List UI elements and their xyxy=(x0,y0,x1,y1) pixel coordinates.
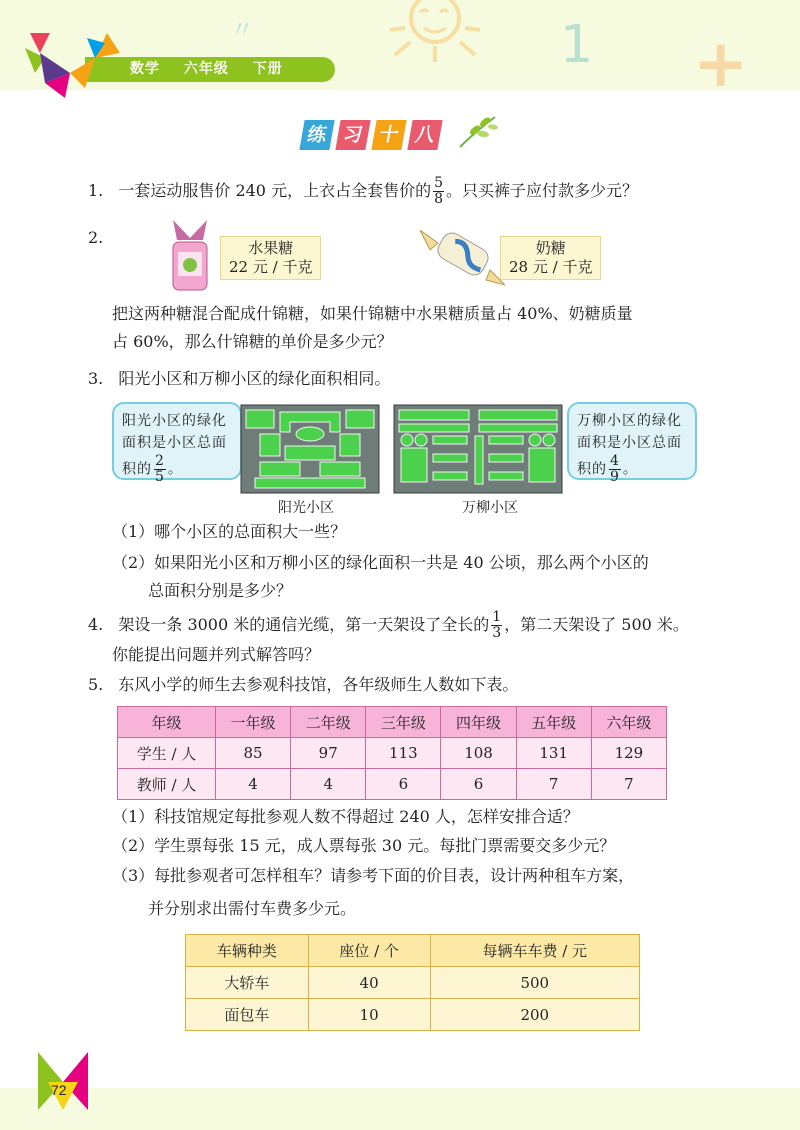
table-header-cell: 一年级 xyxy=(215,707,290,738)
map-label: 阳光小区 xyxy=(278,500,334,516)
sub-question: （2）如果阳光小区和万柳小区的绿化面积一共是 40 公顷，那么两个小区的 xyxy=(112,553,649,572)
bubble-text: 。 xyxy=(167,461,183,478)
table-row xyxy=(186,967,640,999)
question-text: 架设一条 3000 米的通信光缆，第一天架设了全长的 xyxy=(118,615,490,634)
fraction xyxy=(491,610,502,641)
question-4 xyxy=(88,610,689,641)
table-cell: 4 xyxy=(291,769,366,800)
fraction-numerator: 1 xyxy=(492,609,502,625)
table-cell: 500 xyxy=(430,967,639,999)
title-char: 练 xyxy=(299,120,334,150)
table-header-cell: 座位 / 个 xyxy=(308,935,430,967)
title-char: 八 xyxy=(407,120,442,150)
sun-decoration-icon xyxy=(380,0,490,70)
bubble-text: 。 xyxy=(622,461,638,478)
question-1 xyxy=(88,176,638,207)
book-header xyxy=(85,57,335,82)
milk-candy-icon xyxy=(420,225,505,290)
table-cell: 学生 / 人 xyxy=(118,738,216,769)
table-cell: 大轿车 xyxy=(186,967,309,999)
table-cell: 97 xyxy=(291,738,366,769)
candy-price: 28 元 / 千克 xyxy=(509,258,593,276)
question-number: 4. xyxy=(88,615,104,634)
question-text: 把这两种糖混合配成什锦糖，如果什锦糖中水果糖质量占 40%、奶糖质量 xyxy=(112,304,633,323)
table-cell: 面包车 xyxy=(186,999,309,1031)
table-row xyxy=(118,769,667,800)
footer-band xyxy=(0,1088,800,1130)
question-text: 。只买裤子应付款多少元？ xyxy=(446,181,639,200)
table-cell: 108 xyxy=(441,738,516,769)
map-label: 万柳小区 xyxy=(462,500,518,516)
sub-question: （3）每批参观者可怎样租车？请参考下面的价目表，设计两种租车方案， xyxy=(112,866,635,885)
question-text: ，第二天架设了 500 米。 xyxy=(504,615,689,634)
table-header-cell: 五年级 xyxy=(516,707,591,738)
table-header-cell: 四年级 xyxy=(441,707,516,738)
yangguang-info-bubble xyxy=(112,402,242,485)
grade-table xyxy=(117,706,667,800)
fraction-numerator: 2 xyxy=(155,453,165,469)
table-cell: 4 xyxy=(215,769,290,800)
wanliu-info-bubble xyxy=(567,402,697,485)
sub-question: 总面积分别是多少？ xyxy=(148,581,293,600)
fraction-numerator: 4 xyxy=(610,453,620,469)
table-header-cell: 三年级 xyxy=(366,707,441,738)
table-cell: 6 xyxy=(441,769,516,800)
question-text: 你能提出问题并列式解答吗？ xyxy=(112,645,321,664)
fraction-denominator: 3 xyxy=(492,625,502,641)
wanliu-map xyxy=(393,404,563,494)
fraction-numerator: 5 xyxy=(434,175,443,191)
sub-question: （1）科技馆规定每批参观人数不得超过 240 人，怎样安排合适？ xyxy=(112,807,579,826)
table-cell: 131 xyxy=(516,738,591,769)
question-number: 1. xyxy=(88,181,104,200)
fraction xyxy=(433,176,444,207)
question-number: 5. xyxy=(88,675,104,694)
fraction xyxy=(609,454,621,485)
table-cell: 129 xyxy=(591,738,666,769)
fruit-candy-bag-icon xyxy=(165,220,215,292)
subject-label: 数学 xyxy=(130,61,160,77)
table-cell: 40 xyxy=(308,967,430,999)
table-header-cell: 每辆车车费 / 元 xyxy=(430,935,639,967)
sub-question: （1）哪个小区的总面积大一些？ xyxy=(112,522,347,541)
milk-candy-price-card xyxy=(500,236,601,280)
sub-question: （2）学生票每张 15 元，成人票每张 30 元。每批门票需要交多少元？ xyxy=(112,836,616,855)
fraction-denominator: 5 xyxy=(155,469,165,485)
table-header-cell: 六年级 xyxy=(591,707,666,738)
price-table xyxy=(185,934,640,1031)
plus-decoration-icon: + xyxy=(693,25,749,102)
table-cell: 85 xyxy=(215,738,290,769)
title-char: 十 xyxy=(371,120,406,150)
table-row xyxy=(186,999,640,1031)
question-number: 2. xyxy=(88,228,104,247)
page-number: 72 xyxy=(51,1082,67,1098)
candy-price: 22 元 / 千克 xyxy=(229,258,313,276)
title-char: 习 xyxy=(335,120,370,150)
question-3 xyxy=(88,369,390,389)
fraction-denominator: 8 xyxy=(434,191,443,207)
table-header-cell: 年级 xyxy=(118,707,216,738)
table-header-cell: 二年级 xyxy=(291,707,366,738)
question-text: 阳光小区和万柳小区的绿化面积相同。 xyxy=(118,369,391,388)
table-cell: 7 xyxy=(591,769,666,800)
candy-name: 奶糖 xyxy=(535,239,566,257)
question-text: 占 60%，那么什锦糖的单价是多少元？ xyxy=(112,332,393,351)
number-one-decoration-icon: 1 xyxy=(560,15,594,75)
volume-label: 下册 xyxy=(252,61,283,77)
table-cell: 教师 / 人 xyxy=(118,769,216,800)
table-cell: 10 xyxy=(308,999,430,1031)
tangram-logo-icon xyxy=(25,28,120,98)
fruit-candy-price-card xyxy=(220,236,321,280)
table-cell: 200 xyxy=(430,999,639,1031)
question-text: 东风小学的师生去参观科技馆，各年级师生人数如下表。 xyxy=(118,675,519,694)
exercise-title xyxy=(302,120,446,150)
table-header-cell: 车辆种类 xyxy=(186,935,309,967)
table-header-row xyxy=(118,707,667,738)
table-cell: 113 xyxy=(366,738,441,769)
bubble-text: 万柳小区的绿化面积是小区总面积的 xyxy=(577,413,682,478)
bubble-text: 阳光小区的绿化面积是小区总面积的 xyxy=(122,413,227,478)
table-row xyxy=(118,738,667,769)
table-cell: 6 xyxy=(366,769,441,800)
question-5 xyxy=(88,675,518,695)
sub-question: 并分别求出需付车费多少元。 xyxy=(148,899,357,918)
leaf-decoration-icon xyxy=(455,112,500,152)
fraction xyxy=(154,454,166,485)
fraction-denominator: 9 xyxy=(610,469,620,485)
page-badge-icon xyxy=(38,1052,88,1110)
yangguang-map xyxy=(240,404,380,494)
table-cell: 7 xyxy=(516,769,591,800)
grade-label: 六年级 xyxy=(183,61,229,77)
sparkle-decoration-icon: 〃 xyxy=(230,16,254,44)
question-text: 一套运动服售价 240 元，上衣占全套售价的 xyxy=(118,181,432,200)
question-number: 3. xyxy=(88,369,104,388)
candy-name: 水果糖 xyxy=(248,239,294,257)
table-header-row xyxy=(186,935,640,967)
